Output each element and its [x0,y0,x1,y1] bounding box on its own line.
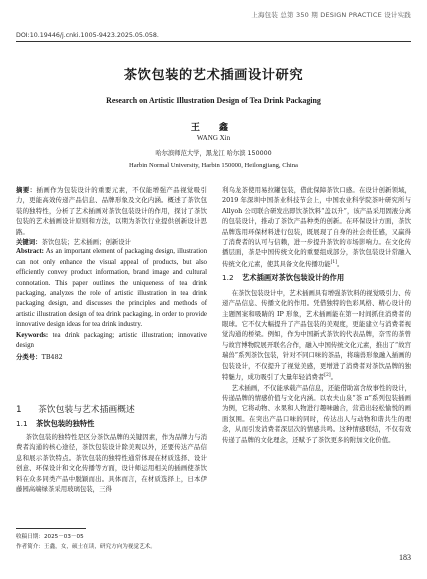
abstract-chinese [16,185,207,237]
header-divider [16,41,411,42]
subsection-1-1-heading [16,419,94,429]
title-chinese: 茶饮包装的艺术插画设计研究 [123,68,304,83]
left-body-text [16,432,207,494]
author-chinese: 王 鑫 [190,123,237,133]
affiliation-chinese: 哈尔滨师范大学，黑龙江 哈尔滨 150000 [155,150,272,157]
abstract-english [16,247,207,330]
keywords-english [16,331,207,352]
section-1-number: 1 [16,405,22,415]
abstract-block [16,185,207,362]
running-head: 上海包装 总第 350 期 DESIGN PRACTICE 设计实践 [251,11,411,19]
section-1-heading [16,402,135,415]
affiliation-english: Harbin Normal University, Harbin 150000, Heilongjiang, China [129,162,298,169]
right-body-paragraph: 艺术插画，不仅能承载产品信息，还能借助富含故事性的设计，传递品牌的情感价值与文化内涵。以农夫山泉“茶 π”系列包装插画为例，它将动物、水果和人物进行趣味融合，营造出轻松愉悦的画面氛围。在突出产品口味的同时，传达出人与动物和谐共生的理念，从而引发消费者深层次的情感共鸣。这种情感联结，不仅有效传递了品牌的文化理念，还赋予了茶饮更多的附加文化价值。 [222,383,411,444]
doi-line: DOI:10.19446/j.cnki.1005-9423.2025.05.058. [16,32,159,39]
abstract-cn-text: 插画作为包装设计的重要元素，不仅能增强产品视觉吸引力，更能高效传递产品信息、品牌形象及文化内涵。概述了茶饮包装的独特性，分析了艺术插画对茶饮包装设计的作用，探讨了茶饮包装的艺术插画设计原则和方法，以期为茶饮行业提供创新设计思路。 [16,186,208,236]
title-english: Research on Artistic Illustration Design of Tea Drink Packaging [106,96,321,105]
abstract-en-text: As an important element of packaging design, illustration can not only enhance the visual appeal of products, but also efficiently convey product information, brand image and cultural connotation. This paper outlines the uniqueness of tea drink packaging, analyzes the role of artistic illustration in tea drink packaging design, and discusses the principles and methods of artistic illustration design of tea drink packaging, in order to provide innovative design ideas for tea drink industry. [16,248,208,329]
subsection-1-2-heading [222,273,411,283]
subsection-1-1-number: 1.1 [16,419,28,428]
classification-number [16,352,207,362]
citation-ref-1: [1] [330,259,338,265]
right-body-paragraph-continued: 利乌龙茶使用易拉罐包装，借此保障茶饮口感。在设计创新领域，2019 年深圳中国茶业科技节会上，中国农业科学院茶叶研究所与 Allyoh 公司联合研发出即饮茶饮料“盖以升”，该产品采用固液分离的包装设计，推动了茶饮产品种类的创新。在环保设计方面，茶饮品牌选用环保材料进行包装，既展现了自身的社会责任感，又赢得了消费者的认可与信赖，进一步提升茶饮的市场影响力。在文化传播层面，茶是中国传统文化的重要组成部分，茶饮包装设计常融入传统文化元素，使其具备文化传播功能[1]。 [222,186,411,268]
page-number: 183 [399,553,411,562]
abstract-cn-label: 摘要： [16,186,37,194]
subsection-1-1-title: 茶饮包装的独特性 [36,419,95,428]
citation-ref-2: [2] [324,373,331,379]
keywords-chinese [16,237,207,247]
right-column [222,185,411,445]
keywords-en-label: Keywords: [16,331,49,339]
footnote-author-bio: 作者简介：王鑫，女，硕士在读，研究方向为视觉艺术。 [16,544,156,550]
section-1-title: 茶饮包装与艺术插画概述 [38,405,135,415]
classification-label: 分类号： [16,352,42,361]
subsection-1-2-number: 1.2 [222,273,234,283]
keywords-cn-label: 关键词： [16,238,42,247]
keywords-cn-text: 茶饮包装；艺术插画；创新设计 [41,238,132,247]
footnote-received: 收稿日期：2025－03－05 [16,534,84,540]
keywords-en-text: tea drink packaging; artistic illustration; innovative design [16,331,207,350]
author-english: WANG Xin [196,134,231,142]
left-body-paragraph: 茶饮包装的独特性是区分茶饮品牌的关键因素，作为品牌力与消费者沟通的核心途径，茶饮包装设计除美观以外，还要传达产品信息和展示茶饮特点。茶饮包装的独特性通常体现在材质选择、设计创意、环保设计和文化传播等方面，设计师运用相关的插画使茶饮料在众多同类产品中脱颖而出。具体而言，在材质选择上，日本伊藤园高端绿茶采用玻璃包装，三得 [16,433,207,494]
abstract-en-label: Abstract: [16,248,44,256]
classification-text: TB482 [41,352,63,361]
right-body-paragraph: 在茶饮包装设计中，艺术插画具有增强茶饮料的视觉吸引力、传递产品信息、传播文化的作用。凭借独特的色彩风格、精心设计的主题图案和吸睛的 IP 形象，艺术插画能在第一时间抓住消费者的眼球。它不仅大幅提升了产品包装的美观度，更能建立与消费者视觉沟通的桥梁。例如，作为中国新式茶饮的代表品牌，奈雪的茶曾与故宫博物院展开联名合作，融入中国传统文化元素，推出了“故宫瑞兽”系列茶饮包装，针对不同口味的茶品，将瑞兽形象融入插画的包装设计，不仅提升了视觉美感，更增进了消费者对茶饮品牌的独特魅力，成功吸引了大量年轻消费者[2]。 [222,288,411,382]
subsection-1-2-title: 艺术插画对茶饮包装设计的作用 [242,273,345,283]
footnote-divider [16,528,86,529]
